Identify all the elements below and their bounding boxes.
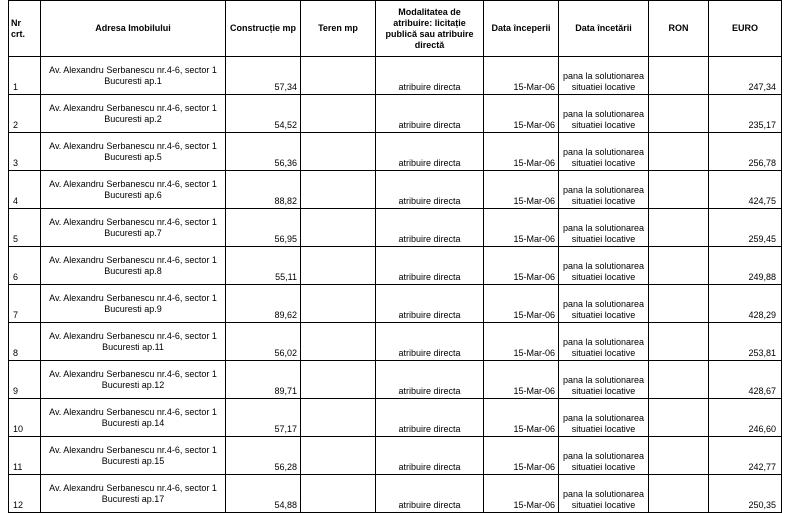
modality-cell: atribuire directa xyxy=(376,247,484,285)
euro-value: 247,34 xyxy=(709,57,782,95)
row-number: 9 xyxy=(9,361,41,399)
header-modality: Modalitatea de atribuire: licitație publică sau atribuire directă xyxy=(376,1,484,57)
end-line-2: situatiei locative xyxy=(571,386,636,396)
start-date: 15-Mar-06 xyxy=(484,247,559,285)
start-date: 15-Mar-06 xyxy=(484,285,559,323)
land-mp xyxy=(301,475,376,513)
modality-cell: atribuire directa xyxy=(376,133,484,171)
start-date: 15-Mar-06 xyxy=(484,57,559,95)
euro-value: 256,78 xyxy=(709,133,782,171)
construction-mp: 57,17 xyxy=(226,399,301,437)
table-row xyxy=(9,323,782,361)
land-mp xyxy=(301,247,376,285)
address-cell xyxy=(41,133,226,171)
ron-value xyxy=(649,399,709,437)
address-cell xyxy=(41,437,226,475)
row-number: 5 xyxy=(9,209,41,247)
address-cell xyxy=(41,399,226,437)
start-date: 15-Mar-06 xyxy=(484,361,559,399)
euro-value: 242,77 xyxy=(709,437,782,475)
table-row xyxy=(9,247,782,285)
ron-value xyxy=(649,285,709,323)
end-line-1: pana la solutionarea xyxy=(562,413,645,423)
modality-cell: atribuire directa xyxy=(376,209,484,247)
row-number: 2 xyxy=(9,95,41,133)
end-date-cell xyxy=(559,437,649,475)
end-line-1: pana la solutionarea xyxy=(562,109,645,119)
ron-value xyxy=(649,209,709,247)
end-line-2: situatiei locative xyxy=(571,348,636,358)
address-street: Av. Alexandru Serbanescu nr.4-6, sector 1 xyxy=(49,64,217,75)
euro-value: 259,45 xyxy=(709,209,782,247)
euro-value: 235,17 xyxy=(709,95,782,133)
table-row xyxy=(9,437,782,475)
modality-cell: atribuire directa xyxy=(376,399,484,437)
end-date-cell xyxy=(559,361,649,399)
end-date-cell xyxy=(559,209,649,247)
end-date-cell xyxy=(559,399,649,437)
row-number: 7 xyxy=(9,285,41,323)
ron-value xyxy=(649,171,709,209)
address-apartment: Bucuresti ap.7 xyxy=(104,227,162,238)
start-date: 15-Mar-06 xyxy=(484,399,559,437)
address-street: Av. Alexandru Serbanescu nr.4-6, sector 1 xyxy=(49,254,217,265)
row-number: 3 xyxy=(9,133,41,171)
address-street: Av. Alexandru Serbanescu nr.4-6, sector 1 xyxy=(49,368,217,379)
address-street: Av. Alexandru Serbanescu nr.4-6, sector 1 xyxy=(49,444,217,455)
header-nr: Nr crt. xyxy=(9,1,41,57)
header-land: Teren mp xyxy=(301,1,376,57)
property-table xyxy=(8,0,782,513)
address-apartment: Bucuresti ap.14 xyxy=(101,417,165,428)
end-line-2: situatiei locative xyxy=(571,500,636,510)
end-date-cell xyxy=(559,247,649,285)
land-mp xyxy=(301,437,376,475)
land-mp xyxy=(301,57,376,95)
modality-cell: atribuire directa xyxy=(376,361,484,399)
start-date: 15-Mar-06 xyxy=(484,209,559,247)
table-row xyxy=(9,285,782,323)
land-mp xyxy=(301,171,376,209)
construction-mp: 88,82 xyxy=(226,171,301,209)
header-construction: Construcție mp xyxy=(226,1,301,57)
address-cell xyxy=(41,475,226,513)
end-line-2: situatiei locative xyxy=(571,196,636,206)
end-line-2: situatiei locative xyxy=(571,158,636,168)
table-row xyxy=(9,171,782,209)
address-street: Av. Alexandru Serbanescu nr.4-6, sector 1 xyxy=(49,482,217,493)
end-line-1: pana la solutionarea xyxy=(562,451,645,461)
end-date-cell xyxy=(559,285,649,323)
row-number: 6 xyxy=(9,247,41,285)
start-date: 15-Mar-06 xyxy=(484,323,559,361)
modality-cell: atribuire directa xyxy=(376,171,484,209)
land-mp xyxy=(301,399,376,437)
construction-mp: 54,52 xyxy=(226,95,301,133)
start-date: 15-Mar-06 xyxy=(484,475,559,513)
end-line-2: situatiei locative xyxy=(571,82,636,92)
end-line-1: pana la solutionarea xyxy=(562,489,645,499)
end-line-1: pana la solutionarea xyxy=(562,261,645,271)
end-line-1: pana la solutionarea xyxy=(562,375,645,385)
end-line-1: pana la solutionarea xyxy=(562,147,645,157)
address-street: Av. Alexandru Serbanescu nr.4-6, sector 1 xyxy=(49,292,217,303)
header-address: Adresa Imobilului xyxy=(41,1,226,57)
address-cell xyxy=(41,361,226,399)
address-apartment: Bucuresti ap.15 xyxy=(101,455,165,466)
land-mp xyxy=(301,285,376,323)
table-row xyxy=(9,399,782,437)
end-line-1: pana la solutionarea xyxy=(562,185,645,195)
land-mp xyxy=(301,361,376,399)
modality-cell: atribuire directa xyxy=(376,95,484,133)
address-apartment: Bucuresti ap.17 xyxy=(101,493,165,504)
address-apartment: Bucuresti ap.12 xyxy=(101,379,165,390)
row-number: 12 xyxy=(9,475,41,513)
end-line-2: situatiei locative xyxy=(571,272,636,282)
construction-mp: 56,95 xyxy=(226,209,301,247)
address-cell xyxy=(41,323,226,361)
modality-cell: atribuire directa xyxy=(376,323,484,361)
address-street: Av. Alexandru Serbanescu nr.4-6, sector 1 xyxy=(49,140,217,151)
address-cell xyxy=(41,209,226,247)
construction-mp: 56,28 xyxy=(226,437,301,475)
start-date: 15-Mar-06 xyxy=(484,171,559,209)
header-ron: RON xyxy=(649,1,709,57)
address-street: Av. Alexandru Serbanescu nr.4-6, sector 1 xyxy=(49,178,217,189)
land-mp xyxy=(301,95,376,133)
construction-mp: 55,11 xyxy=(226,247,301,285)
address-cell xyxy=(41,171,226,209)
ron-value xyxy=(649,361,709,399)
end-line-2: situatiei locative xyxy=(571,310,636,320)
end-date-cell xyxy=(559,171,649,209)
end-date-cell xyxy=(559,323,649,361)
end-line-2: situatiei locative xyxy=(571,462,636,472)
address-street: Av. Alexandru Serbanescu nr.4-6, sector 1 xyxy=(49,406,217,417)
address-apartment: Bucuresti ap.8 xyxy=(104,265,162,276)
header-euro: EURO xyxy=(709,1,782,57)
end-line-1: pana la solutionarea xyxy=(562,71,645,81)
euro-value: 424,75 xyxy=(709,171,782,209)
ron-value xyxy=(649,437,709,475)
euro-value: 428,67 xyxy=(709,361,782,399)
address-cell xyxy=(41,285,226,323)
ron-value xyxy=(649,247,709,285)
end-line-1: pana la solutionarea xyxy=(562,337,645,347)
end-date-cell xyxy=(559,133,649,171)
modality-cell: atribuire directa xyxy=(376,285,484,323)
header-start-date: Data începerii xyxy=(484,1,559,57)
ron-value xyxy=(649,95,709,133)
address-cell xyxy=(41,57,226,95)
row-number: 10 xyxy=(9,399,41,437)
euro-value: 253,81 xyxy=(709,323,782,361)
construction-mp: 56,02 xyxy=(226,323,301,361)
address-street: Av. Alexandru Serbanescu nr.4-6, sector 1 xyxy=(49,102,217,113)
address-apartment: Bucuresti ap.2 xyxy=(104,113,162,124)
end-date-cell xyxy=(559,95,649,133)
address-street: Av. Alexandru Serbanescu nr.4-6, sector 1 xyxy=(49,330,217,341)
end-date-cell xyxy=(559,475,649,513)
table-row xyxy=(9,475,782,513)
end-line-1: pana la solutionarea xyxy=(562,223,645,233)
euro-value: 428,29 xyxy=(709,285,782,323)
construction-mp: 89,71 xyxy=(226,361,301,399)
address-cell xyxy=(41,95,226,133)
table-row xyxy=(9,57,782,95)
construction-mp: 54,88 xyxy=(226,475,301,513)
address-apartment: Bucuresti ap.1 xyxy=(104,75,162,86)
address-cell xyxy=(41,247,226,285)
table-row xyxy=(9,133,782,171)
modality-cell: atribuire directa xyxy=(376,57,484,95)
ron-value xyxy=(649,475,709,513)
start-date: 15-Mar-06 xyxy=(484,437,559,475)
row-number: 1 xyxy=(9,57,41,95)
modality-cell: atribuire directa xyxy=(376,437,484,475)
construction-mp: 56,36 xyxy=(226,133,301,171)
start-date: 15-Mar-06 xyxy=(484,95,559,133)
construction-mp: 57,34 xyxy=(226,57,301,95)
address-apartment: Bucuresti ap.5 xyxy=(104,151,162,162)
start-date: 15-Mar-06 xyxy=(484,133,559,171)
end-line-2: situatiei locative xyxy=(571,234,636,244)
end-line-1: pana la solutionarea xyxy=(562,299,645,309)
header-end-date: Data încetării xyxy=(559,1,649,57)
table-row xyxy=(9,209,782,247)
end-line-2: situatiei locative xyxy=(571,424,636,434)
row-number: 11 xyxy=(9,437,41,475)
land-mp xyxy=(301,133,376,171)
euro-value: 250,35 xyxy=(709,475,782,513)
land-mp xyxy=(301,323,376,361)
euro-value: 249,88 xyxy=(709,247,782,285)
address-apartment: Bucuresti ap.9 xyxy=(104,303,162,314)
address-apartment: Bucuresti ap.11 xyxy=(102,341,164,352)
ron-value xyxy=(649,133,709,171)
end-line-2: situatiei locative xyxy=(571,120,636,130)
row-number: 8 xyxy=(9,323,41,361)
euro-value: 246,60 xyxy=(709,399,782,437)
table-row xyxy=(9,95,782,133)
address-apartment: Bucuresti ap.6 xyxy=(104,189,162,200)
ron-value xyxy=(649,323,709,361)
land-mp xyxy=(301,209,376,247)
construction-mp: 89,62 xyxy=(226,285,301,323)
table-row xyxy=(9,361,782,399)
modality-cell: atribuire directa xyxy=(376,475,484,513)
header-row xyxy=(9,1,782,57)
end-date-cell xyxy=(559,57,649,95)
row-number: 4 xyxy=(9,171,41,209)
address-street: Av. Alexandru Serbanescu nr.4-6, sector 1 xyxy=(49,216,217,227)
ron-value xyxy=(649,57,709,95)
